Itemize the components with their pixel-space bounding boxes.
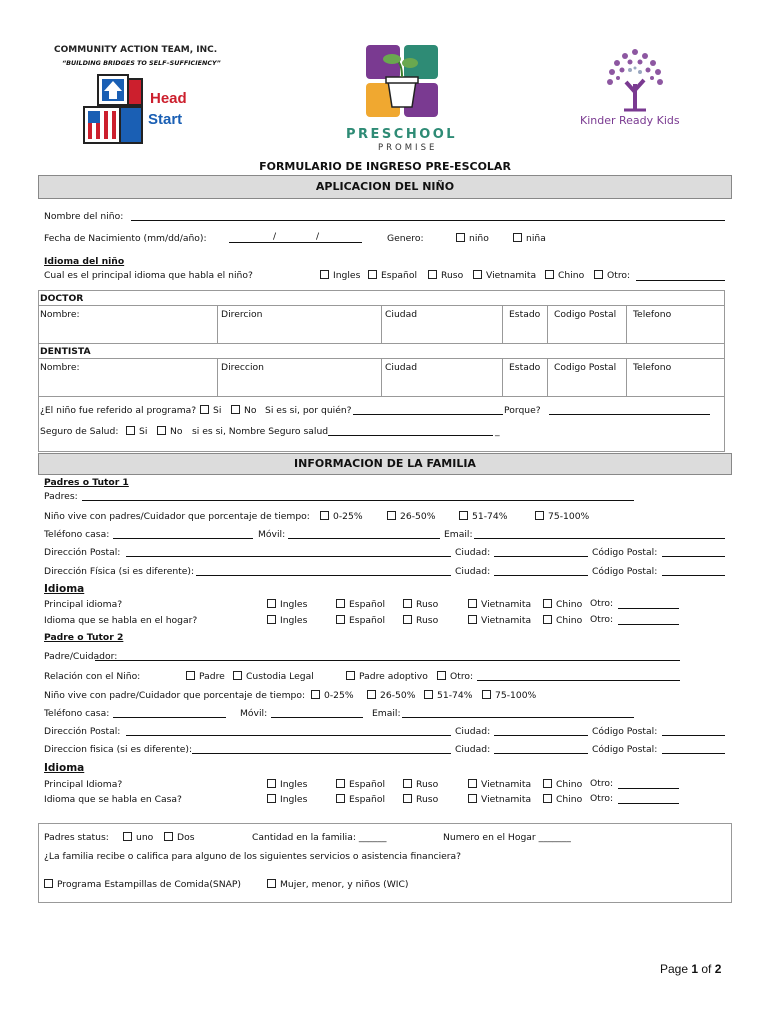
referral-who-label: Si es si, por quién? [265,405,352,416]
p2-phone-label: Teléfono casa: [44,708,110,719]
child-name-field[interactable] [131,220,725,221]
insurance-no-option[interactable]: No [157,426,183,437]
checkbox-icon[interactable] [336,794,345,803]
referral-question: ¿El niño fue referido al programa? [40,405,197,416]
p2-city-label: Ciudad: [455,726,491,737]
p2-q2-espanol[interactable]: Español [336,794,385,805]
checkbox-icon[interactable] [336,615,345,624]
promise-text: PROMISE [378,143,438,153]
p1-q1-ingles[interactable]: Ingles [267,599,307,610]
p2-q1-other-field[interactable] [618,788,679,789]
head-text: Head [150,90,187,107]
p1-lang-q1: Principal idioma? [44,599,123,610]
checkbox-icon[interactable] [336,599,345,608]
p1-city2-label: Ciudad: [455,566,491,577]
checkbox-icon[interactable] [367,690,376,699]
p1-q1-ruso[interactable]: Ruso [403,599,438,610]
dentist-state-label: Estado [509,362,541,373]
checkbox-icon[interactable] [346,671,355,680]
p1-q1-vietnamita[interactable]: Vietnamita [468,599,531,610]
checkbox-icon[interactable] [468,599,477,608]
start-text: Start [148,111,183,128]
checkbox-icon[interactable] [543,615,552,624]
p1-q2-other-field[interactable] [618,624,679,625]
referral-why-label: Porque? [504,405,541,416]
insurance-tail: _ [495,426,500,437]
p2-rel-other-field[interactable] [477,680,680,681]
p2-q2-ingles[interactable]: Ingles [267,794,307,805]
p2-postal-field[interactable] [126,735,451,736]
p1-zip-label: Código Postal: [592,547,658,558]
lang-option-ruso[interactable]: Ruso [428,270,463,281]
doctor-phone-label: Telefono [633,309,672,320]
checkbox-icon[interactable] [543,779,552,788]
p1-phone-label: Teléfono casa: [44,529,110,540]
checkbox-icon[interactable] [231,405,240,414]
p2-q1-vietnamita[interactable]: Vietnamita [468,779,531,790]
parent1-heading: Padres o Tutor 1 [44,477,129,488]
p2-q2-chino[interactable]: Chino [543,794,582,805]
checkbox-icon[interactable] [320,511,329,520]
parents-status-label: Padres status: [44,832,109,843]
gender-boy-option[interactable]: niño [456,233,489,244]
referral-who-field[interactable] [353,414,503,415]
checkbox-icon[interactable] [459,511,468,520]
checkbox-icon[interactable] [336,779,345,788]
community-action-logo [50,45,221,145]
p1-email-label: Email: [444,529,473,540]
plant-pot-icon [366,45,438,117]
p2-zip2-label: Código Postal: [592,744,658,755]
p1-q2-other-label: Otro: [590,614,614,625]
status-dos-option[interactable]: Dos [164,832,194,843]
p1-pct-51-74[interactable]: 51-74% [459,511,507,522]
p1-q2-ingles[interactable]: Ingles [267,615,307,626]
child-language-heading: Idioma del niño [44,256,125,267]
p2-language-heading: Idioma [44,762,85,774]
p1-q1-other-field[interactable] [618,608,679,609]
p2-rel-padre[interactable]: Padre [186,671,225,682]
checkbox-icon[interactable] [545,270,554,279]
p2-city-field[interactable] [494,735,588,736]
p2-zip-label: Código Postal: [592,726,658,737]
p1-q2-espanol[interactable]: Español [336,615,385,626]
divider [381,305,382,343]
referral-no-option[interactable]: No [231,405,257,416]
child-name-label: Nombre del niño: [44,211,124,222]
p2-pct-26-50[interactable]: 26-50% [367,690,415,701]
checkbox-icon[interactable] [456,233,465,242]
p2-q2-ruso[interactable]: Ruso [403,794,438,805]
dob-field[interactable] [229,242,362,243]
p1-q2-ruso[interactable]: Ruso [403,615,438,626]
tree-icon [600,48,670,112]
p1-physical-field[interactable] [196,575,451,576]
checkbox-icon[interactable] [403,779,412,788]
lang-option-espanol[interactable]: Español [368,270,417,281]
snap-option[interactable]: Programa Estampillas de Comida(SNAP) [44,879,241,890]
preschool-text: PRESCHOOL [346,127,458,142]
insurance-name-label: si es si, Nombre Seguro salud [192,426,329,437]
checkbox-icon[interactable] [233,671,242,680]
p2-city2-field[interactable] [494,753,588,754]
p1-physical-label: Dirección Física (si es diferente): [44,566,195,577]
kinder-text: Kinder Ready Kids [580,114,680,127]
referral-yes-option[interactable]: Si [200,405,221,416]
checkbox-icon[interactable] [186,671,195,680]
insurance-label: Seguro de Salud: [40,426,119,437]
p1-language-heading: Idioma [44,583,85,595]
lang-other-field[interactable] [636,280,725,281]
p1-q1-espanol[interactable]: Español [336,599,385,610]
dentist-zip-label: Codigo Postal [554,362,617,373]
p2-zip-field[interactable] [662,735,725,736]
p2-q1-chino[interactable]: Chino [543,779,582,790]
lang-option-otro[interactable]: Otro: [594,270,630,281]
p2-rel-otro[interactable]: Otro: [437,671,473,682]
family-header: INFORMACION DE LA FAMILIA [38,453,732,475]
p1-city-label: Ciudad: [455,547,491,558]
checkbox-icon[interactable] [44,879,53,888]
checkbox-icon[interactable] [311,690,320,699]
p2-email-field[interactable] [402,717,634,718]
divider [38,396,724,397]
referral-why-field[interactable] [549,414,710,415]
p2-caregiver-label: Padre/Cuidador: [44,651,118,662]
checkbox-icon[interactable] [267,615,276,624]
wic-option[interactable]: Mujer, menor, y niños (WIC) [267,879,409,890]
child-language-question: Cual es el principal idioma que habla el niño? [44,270,253,281]
p2-zip2-field[interactable] [662,753,725,754]
p2-mobile-label: Móvil: [240,708,268,719]
checkbox-icon[interactable] [403,615,412,624]
head-start-blocks-icon [82,73,152,145]
p2-q1-ruso[interactable]: Ruso [403,779,438,790]
dob-separator: / [316,231,320,242]
p2-q1-espanol[interactable]: Español [336,779,385,790]
p1-q1-chino[interactable]: Chino [543,599,582,610]
gender-label: Genero: [387,233,424,244]
divider [626,305,627,343]
checkbox-icon[interactable] [267,879,276,888]
form-title: FORMULARIO DE INGRESO PRE-ESCOLAR [259,160,511,173]
checkbox-icon[interactable] [424,690,433,699]
p1-q2-vietnamita[interactable]: Vietnamita [468,615,531,626]
p1-pct-label: Niño vive con padres/Cuidador que porcentaje de tiempo: [44,511,310,522]
parent2-heading: Padre o Tutor 2 [44,632,124,643]
status-uno-option[interactable]: uno [123,832,153,843]
divider [547,358,548,396]
checkbox-icon[interactable] [468,779,477,788]
p2-relationship-label: Relación con el Niño: [44,671,141,682]
p2-physical-label: Direccion fisica (si es diferente): [44,744,193,755]
divider [547,305,548,343]
p1-pct-26-50[interactable]: 26-50% [387,511,435,522]
checkbox-icon[interactable] [535,511,544,520]
p2-q2-other-label: Otro: [590,793,614,804]
divider [381,358,382,396]
p1-zip2-field[interactable] [662,575,725,576]
p2-city2-label: Ciudad: [455,744,491,755]
dentist-address-label: Direccion [221,362,264,373]
checkbox-icon[interactable] [267,794,276,803]
checkbox-icon[interactable] [320,270,329,279]
doctor-city-label: Ciudad [385,309,418,320]
p2-q1-other-label: Otro: [590,778,614,789]
checkbox-icon[interactable] [428,270,437,279]
checkbox-icon[interactable] [594,270,603,279]
divider [217,305,218,343]
dentist-city-label: Ciudad [385,362,418,373]
p1-mobile-label: Móvil: [258,529,286,540]
divider [217,358,218,396]
dentist-name-label: Nombre: [40,362,80,373]
checkbox-icon[interactable] [468,794,477,803]
checkbox-icon[interactable] [543,599,552,608]
cat-name: COMMUNITY ACTION TEAM, INC. [54,45,218,55]
doctor-name-label: Nombre: [40,309,80,320]
p1-city2-field[interactable] [494,575,588,576]
p1-mobile-field[interactable] [288,538,440,539]
p2-pct-75-100[interactable]: 75-100% [482,690,536,701]
checkbox-icon[interactable] [267,779,276,788]
page-number: Page 1 of 2 [660,962,722,976]
dob-label: Fecha de Nacimiento (mm/dd/año): [44,233,207,244]
p1-lang-q2: Idioma que se habla en el hogar? [44,615,198,626]
household-count-field[interactable]: Numero en el Hogar _______ [443,832,571,843]
p1-postal-label: Dirección Postal: [44,547,121,558]
checkbox-icon[interactable] [126,426,135,435]
insurance-name-field[interactable] [328,435,493,436]
lang-option-vietnamita[interactable]: Vietnamita [473,270,536,281]
checkbox-icon[interactable] [164,832,173,841]
divider [38,343,724,344]
lang-option-chino[interactable]: Chino [545,270,584,281]
kinder-ready-logo [578,48,693,133]
p2-pct-label: Niño vive con padre/Cuidador que porcentaje de tiempo: [44,690,306,701]
p2-q2-other-field[interactable] [618,803,679,804]
p2-pct-0-25[interactable]: 0-25% [311,690,354,701]
divider [502,358,503,396]
insurance-yes-option[interactable]: Si [126,426,147,437]
doctor-address-label: Dirercion [221,309,263,320]
dob-separator: / [273,231,277,242]
preschool-promise-logo [340,45,465,155]
family-count-field[interactable]: Cantidad en la familia: ______ [252,832,387,843]
p1-postal-field[interactable] [126,556,451,557]
checkbox-icon[interactable] [267,599,276,608]
checkbox-icon[interactable] [437,671,446,680]
checkbox-icon[interactable] [403,599,412,608]
p2-mobile-field[interactable] [271,717,363,718]
checkbox-icon[interactable] [157,426,166,435]
p1-zip2-label: Código Postal: [592,566,658,577]
p1-q2-chino[interactable]: Chino [543,615,582,626]
assistance-question: ¿La familia recibe o califica para alguno de los siguientes servicios o asistencia financiera? [44,851,462,862]
p1-pct-75-100[interactable]: 75-100% [535,511,589,522]
p2-lang-q2: Idioma que se habla en Casa? [44,794,182,805]
checkbox-icon[interactable] [482,690,491,699]
p2-lang-q1: Principal Idioma? [44,779,123,790]
checkbox-icon[interactable] [200,405,209,414]
p2-postal-label: Dirección Postal: [44,726,121,737]
doctor-zip-label: Codigo Postal [554,309,617,320]
gender-girl-option[interactable]: niña [513,233,546,244]
p2-q1-ingles[interactable]: Ingles [267,779,307,790]
checkbox-icon[interactable] [468,615,477,624]
parents-label: Padres: [44,491,78,502]
checkbox-icon[interactable] [387,511,396,520]
p1-q1-other-label: Otro: [590,598,614,609]
checkbox-icon[interactable] [368,270,377,279]
cat-tagline: “BUILDING BRIDGES TO SELF–SUFFICIENCY” [62,59,221,67]
dentist-heading: DENTISTA [40,346,91,357]
checkbox-icon[interactable] [473,270,482,279]
checkbox-icon[interactable] [543,794,552,803]
checkbox-icon[interactable] [513,233,522,242]
doctor-heading: DOCTOR [40,293,84,304]
p2-pct-51-74[interactable]: 51-74% [424,690,472,701]
p2-caregiver-field[interactable] [95,660,680,661]
divider [502,305,503,343]
dentist-phone-label: Telefono [633,362,672,373]
divider [626,358,627,396]
p2-rel-custodia[interactable]: Custodia Legal [233,671,314,682]
lang-option-ingles[interactable]: Ingles [320,270,360,281]
p2-physical-field[interactable] [192,753,451,754]
application-header: APLICACION DEL NIÑO [38,175,732,199]
doctor-state-label: Estado [509,309,541,320]
p2-phone-field[interactable] [113,717,226,718]
p2-rel-adoptivo[interactable]: Padre adoptivo [346,671,428,682]
p1-zip-field[interactable] [662,556,725,557]
p1-phone-field[interactable] [113,538,253,539]
checkbox-icon[interactable] [123,832,132,841]
parents-field[interactable] [82,500,634,501]
p2-q2-vietnamita[interactable]: Vietnamita [468,794,531,805]
p1-email-field[interactable] [474,538,725,539]
p1-pct-0-25[interactable]: 0-25% [320,511,363,522]
p2-email-label: Email: [372,708,401,719]
checkbox-icon[interactable] [403,794,412,803]
p1-city-field[interactable] [494,556,588,557]
